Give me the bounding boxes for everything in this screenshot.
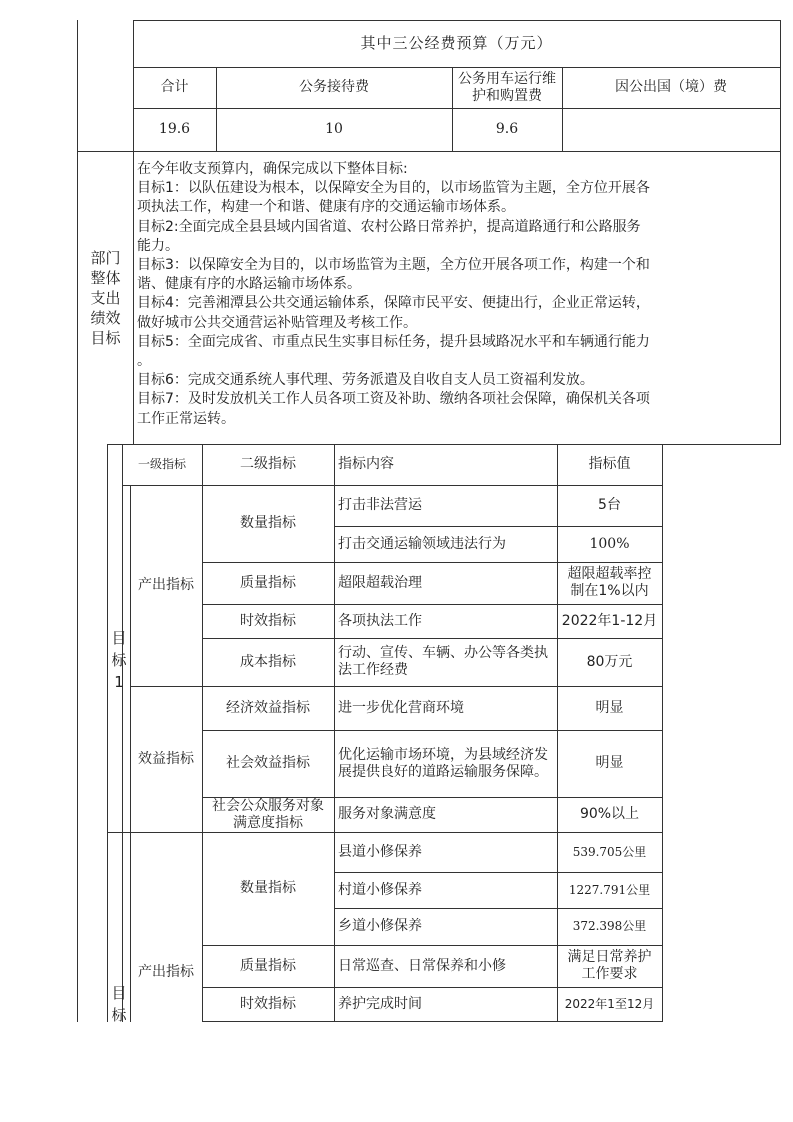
table-row-value: 372.398公里 [572, 919, 647, 933]
goals-line: 目标4：完善湘潭县公共交通运输体系，保障市民平安、便捷出行，企业正常运转， [137, 295, 650, 312]
table-row-content: 村道小修保养 [338, 881, 422, 898]
value-abroad [562, 108, 780, 151]
goals-line: 能力。 [137, 237, 179, 254]
goal1-cost: 成本指标 [240, 653, 296, 670]
header-reception: 公务接待费 [299, 79, 369, 95]
goal1-social: 社会效益指标 [226, 755, 310, 771]
value-reception: 10 [325, 121, 343, 137]
table-row-value: 满足日常养护工作要求 [567, 949, 652, 982]
budget-title: 其中三公经费预算（万元） [360, 34, 553, 52]
table-row-value: 539.705公里 [572, 844, 647, 859]
goals-text [137, 160, 777, 429]
goals-line: 工作正常运转。 [137, 410, 235, 427]
table-row-value: 100% [589, 535, 630, 552]
header-vehicle: 公务用车运行维护和购置费 [458, 70, 556, 104]
table-row-content: 乡道小修保养 [338, 918, 422, 934]
value-vehicle: 9.6 [495, 121, 519, 137]
table-row-content: 打击非法营运 [338, 497, 422, 513]
goals-line: 。 [137, 353, 151, 370]
header-abroad: 因公出国（境）费 [615, 79, 727, 95]
table-row-content: 各项执法工作 [338, 612, 422, 629]
goals-line: 项执法工作，构建一个和谐、健康有序的交通运输市场体系。 [137, 199, 515, 216]
goal2-label: 目标 [111, 983, 127, 1024]
header-level1: 一级指标 [137, 457, 186, 471]
goal2-timeliness: 时效指标 [240, 995, 296, 1012]
table-row-value: 90%以上 [579, 806, 640, 822]
goal1-quantity: 数量指标 [240, 515, 296, 531]
table-row-content: 进一步优化营商环境 [338, 699, 464, 716]
table-row-content: 养护完成时间 [338, 995, 422, 1012]
table-row-value: 2022年1-12月 [561, 612, 658, 629]
goal2-quantity: 数量指标 [240, 880, 296, 896]
goals-line: 目标6：完成交通系统人事代理、劳务派遣及自收自支人员工资福利发放。 [137, 372, 594, 389]
table-row-content: 日常巡查、日常保养和小修 [338, 957, 506, 974]
table-row-value: 1227.791公里 [568, 882, 651, 897]
value-total: 19.6 [158, 121, 191, 137]
table-row-value: 80万元 [586, 653, 633, 670]
goal1-output-label: 产出指标 [138, 577, 194, 593]
goals-line: 目标5：全面完成省、市重点民生实事目标任务，提升县域路况水平和车辆通行能力 [137, 333, 650, 350]
table-row-value: 超限超载率控制在1%以内 [567, 566, 652, 599]
goal1-benefit-label: 效益指标 [138, 750, 194, 767]
goals-label: 部门整体支出绩效目标 [90, 248, 121, 347]
header-value: 指标值 [588, 456, 631, 472]
goal1-satisfaction: 社会公众服务对象满意度指标 [212, 797, 324, 831]
goal1-label: 目标1 [111, 629, 127, 691]
goal1-timeliness: 时效指标 [240, 612, 296, 629]
goal2-quality: 质量指标 [240, 957, 296, 974]
goals-line: 目标2:全面完成全县县域内国省道、农村公路日常养护，提高道路通行和公路服务 [137, 218, 641, 235]
goals-line: 目标1：以队伍建设为根本，以保障安全为目的，以市场监管为主题，全方位开展各 [137, 180, 650, 197]
header-total: 合计 [160, 79, 189, 95]
table-row-content: 打击交通运输领域违法行为 [338, 535, 506, 552]
table-row-content: 行动、宣传、车辆、办公等各类执法工作经费 [338, 645, 548, 678]
table-row-value: 明显 [595, 755, 624, 771]
goals-line: 在今年收支预算内，确保完成以下整体目标: [137, 161, 408, 177]
goal2-output-label: 产出指标 [138, 963, 194, 980]
goal1-economic: 经济效益指标 [226, 699, 310, 716]
table-row-value: 明显 [595, 699, 624, 716]
table-row-content: 县道小修保养 [338, 843, 422, 860]
table-row-value: 5台 [598, 497, 621, 513]
goals-line: 谐、健康有序的水路运输市场体系。 [137, 276, 361, 293]
table-row-content: 超限超载治理 [338, 574, 422, 591]
table-row-value: 2022年1至12月 [564, 996, 655, 1011]
table-row-content: 服务对象满意度 [338, 806, 436, 822]
header-content: 指标内容 [338, 456, 394, 472]
table-row-content: 优化运输市场环境，为县域经济发展提供良好的道路运输服务保障。 [338, 746, 548, 780]
goals-line: 做好城市公共交通营运补贴管理及考核工作。 [137, 314, 417, 331]
goals-line: 目标7：及时发放机关工作人员各项工资及补助、缴纳各项社会保障，确保机关各项 [137, 391, 650, 408]
header-level2: 二级指标 [240, 456, 296, 472]
goals-line: 目标3：以保障安全为目的，以市场监管为主题，全方位开展各项工作，构建一个和 [137, 257, 650, 274]
goal1-quality: 质量指标 [240, 574, 296, 591]
